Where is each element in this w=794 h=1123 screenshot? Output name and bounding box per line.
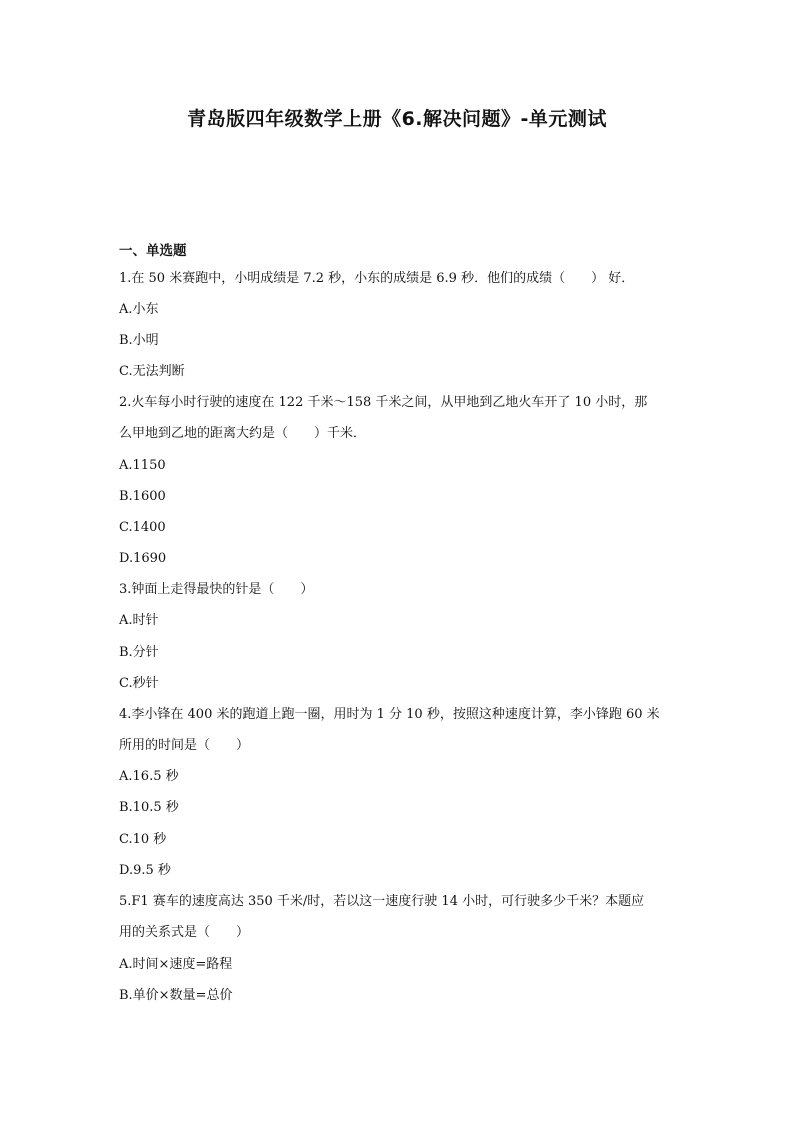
question-5-stem-line-2: 用的关系式是（ ） [119, 925, 250, 940]
question-3-option-c: C.秒针 [119, 676, 159, 691]
document-title: 青岛版四年级数学上册《6.解决问题》-单元测试 [187, 108, 607, 130]
question-2-option-a: A.1150 [119, 458, 166, 473]
question-4-option-a: A.16.5 秒 [119, 769, 179, 784]
question-5-stem-line-1: 5.F1 赛车的速度高达 350 千米/时，若以这一速度行驶 14 小时，可行驶多少千米？本题应 [119, 894, 645, 909]
question-3-stem-line-1: 3.钟面上走得最快的针是（ ） [119, 582, 314, 597]
question-2-option-c: C.1400 [119, 520, 166, 535]
question-5-option-b: B.单价×数量=总价 [119, 988, 233, 1003]
question-2-stem-line-1: 2.火车每小时行驶的速度在 122 千米～158 千米之间，从甲地到乙地火车开了 10 小时，那 [119, 395, 648, 410]
section-heading-single-choice: 一、单选题 [119, 243, 187, 259]
question-4-option-d: D.9.5 秒 [119, 863, 171, 878]
question-4-stem-line-1: 4.李小锋在 400 米的跑道上跑一圈，用时为 1 分 10 秒，按照这种速度计算，李小锋跑 60 米 [119, 707, 660, 722]
question-4-option-c: C.10 秒 [119, 832, 167, 847]
question-3-option-b: B.分针 [119, 645, 159, 660]
question-1-option-b: B.小明 [119, 333, 159, 348]
question-5-option-a: A.时间×速度=路程 [119, 957, 233, 972]
question-3-option-a: A.时针 [119, 613, 159, 628]
question-2-option-d: D.1690 [119, 551, 167, 566]
question-1-option-c: C.无法判断 [119, 364, 185, 379]
question-1-stem-line-1: 1.在 50 米赛跑中，小明成绩是 7.2 秒，小东的成绩是 6.9 秒．他们的成绩（ ） 好． [119, 271, 635, 286]
question-2-stem-line-2: 么甲地到乙地的距离大约是（ ）千米． [119, 426, 367, 441]
question-2-option-b: B.1600 [119, 489, 166, 504]
question-4-option-b: B.10.5 秒 [119, 800, 179, 815]
question-1-option-a: A.小东 [119, 302, 159, 317]
question-4-stem-line-2: 所用的时间是（ ） [119, 738, 250, 753]
